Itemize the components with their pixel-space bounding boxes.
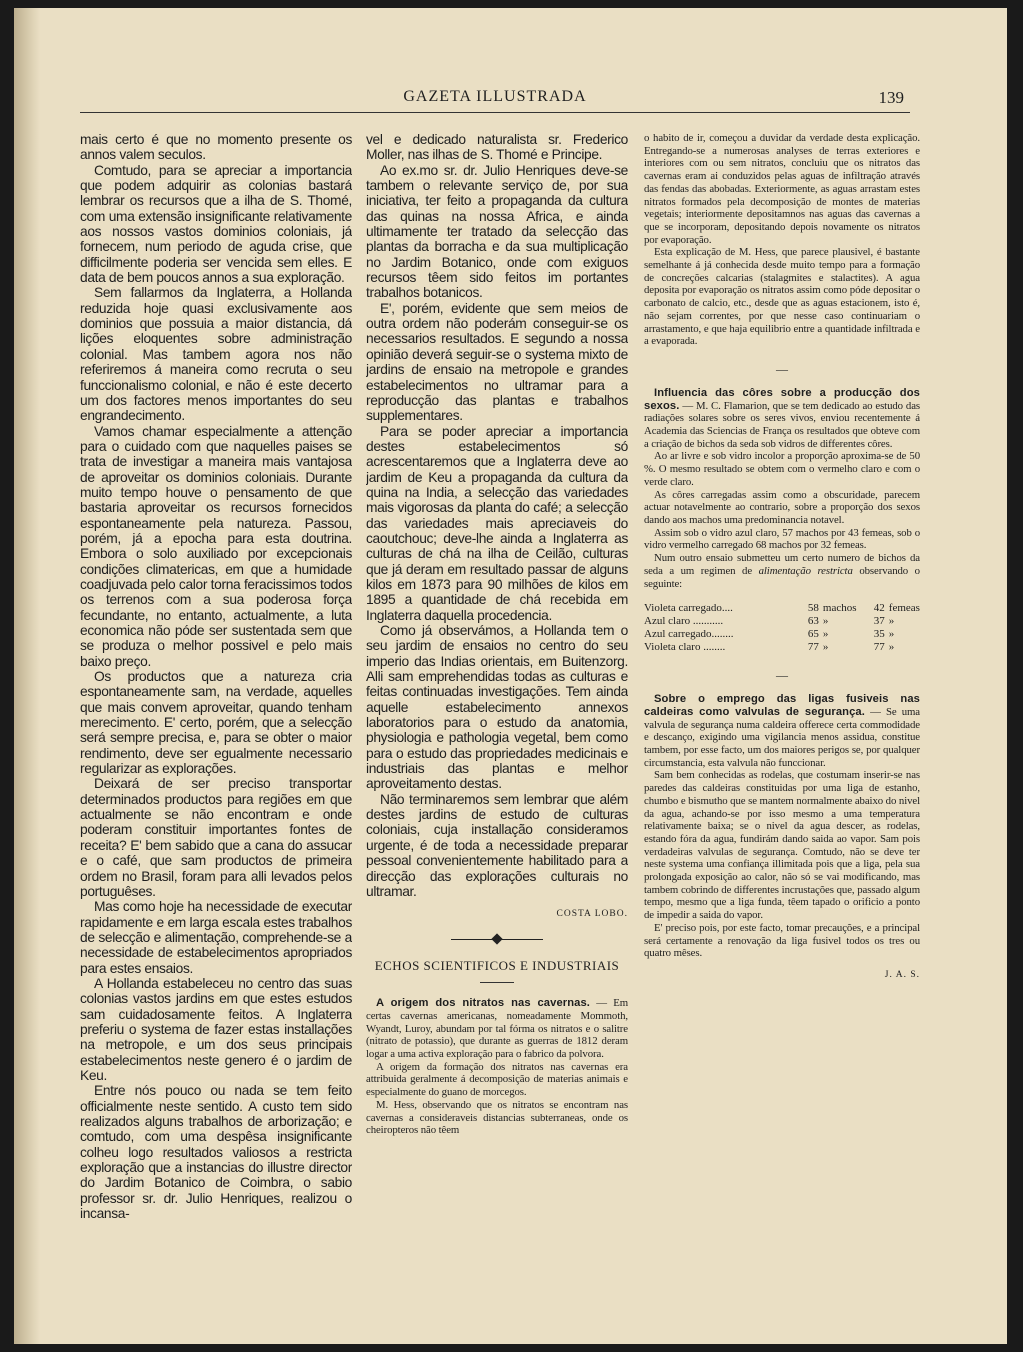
paragraph: Não terminaremos sem lembrar que além destes jardins de estudo de culturas coloniais, cuja installação consideramos urgente, é de toda a necessidade preparar pessoal convenientemente habilitado para a direcção das explorações culturais no ultramar. [366,791,628,899]
paragraph: Ao ex.mo sr. dr. Julio Henriques deve-se tambem o relevante serviço de, por sua iniciativa, ter feito a propaganda da cultura das quinas na nossa Africa, e ainda ultimamente ter tratado da selecção das plantas da borracha e da sua multiplicação no Jardim Botanico, onde com exiguos recursos têem sido feitos im portantes trabalhos botanicos. [366,162,628,301]
paragraph: vel e dedicado naturalista sr. Frederico Moller, nas ilhas de S. Thomé e Principe. [366,132,628,163]
paragraph: Sam bem conhecidas as rodelas, que costumam inserir-se nas paredes das caldeiras constituidas por uma liga de estanho, chumbo e bismutho que se mantem normalmente abaixo do nivel da agua, achando-se por isso mesmo a uma temperatura relativamente baixa; se o nivel da agua descer, as rodelas, estando fóra da agua, fundirám dando saida ao vapor. Sam pois verdadeiras valvulas de segurança. Comtudo, não se deve ter neste systema uma confiança illimitada pois que a liga, pela sua prolongada exposição ao calor, não só se vai modificando, mas tambem cobrindo de differentes incrustações que, passado algum tempo, mesmo que a liga funda, têem tapado o orificio a ponto de impedir a saida do vapor. [644,769,920,922]
page-binding-shadow [14,8,40,1344]
paragraph: Mas como hoje ha necessidade de executar rapidamente e em larga escala estes trabalhos de selecção e alimentação, comprehende-se a necessidade de estabelecimentos apropriados para estes ensaios. [80,899,352,976]
ornamental-divider [451,939,543,940]
paragraph: M. Hess, observando que os nitratos se encontram nas cavernas a consideraveis distancias subterraneas, onde os cheiropteros não têem [366,1098,628,1137]
paragraph: Comtudo, para se apreciar a importancia que podem adquirir as colonias bastará lembrar os recursos que a ilha de S. Thomé, com uma extensão insignificante relativamente aos nossos vastos dominios coloniais, já fornecem, num periodo de aguda crise, que difficilmente poderia ser vencida sem elles. E data de bem poucos annos a sua exploração. [80,162,352,286]
paragraph: Como já observámos, a Hollanda tem o seu jardim de ensaios no centro do seu imperio das Indias orientais, em Buitenzorg. Alli sam emprehendidas todas as culturas e feitas continuadas investigações. Tem ainda aquelle estabelecimento annexos laboratorios para o estudo da anatomia, physiologia e pathologia vegetal, bem como para o estudo das propriedades medicinais e industriais das plantas e melhor aproveitamento destas. [366,623,628,792]
heading-rule [480,982,514,983]
paragraph: Num outro ensaio submetteu um certo numero de bichos da seda a um regimen de alimentação restricta observando o seguinte: [644,552,920,590]
paragraph: A origem dos nitratos nas cavernas. — Em certas cavernas americanas, nomeadamente Mommoth, Wyandt, Luroy, abundam por tal fórma os nitratos e o salitre (nitrato de potassio), que durante as guerras de 1812 deram logar a uma activa exploração para o fabrico da polvora. [366,997,628,1060]
table-row: Azul claro ........... 63 » 37 » [644,615,895,628]
article-column-1 [80,132,352,1252]
table-row: Azul carregado........ 65 » 35 » [644,628,895,641]
section-separator: — [776,668,788,683]
paragraph: Assim sob o vidro azul claro, 57 machos por 43 femeas, sob o vidro vermelho carregado 68 machos por 32 femeas. [644,526,920,552]
paragraph: o habito de ir, começou a duvidar da verdade desta explicação. Entregando-se a numerosas analyses de terras exteriores e interiores com ou sem nitratos, concluiu que os nitratos das cavernas eram ai conduzidos pelas aguas de infiltração através das fendas das abobadas. Exteriormente, as aguas arrastam estes nitratos formados pela decomposição de montes de materias vegetais; interiormente depositamnos nas aguas das cavernas a que se incorporam, depositando depois novamente os nitratos por evaporação. [644,132,920,246]
paragraph: Ao ar livre e sob vidro incolor a proporção aproxima-se de 50 %. O mesmo resultado se obtem com o vermelho claro e com o verde claro. [644,450,920,488]
article-column-3 [644,132,920,1252]
paragraph: A Hollanda estabeleceu no centro das suas colonias vastos jardins em que estes estudos sam cuidadosamente feitos. A Inglaterra preferiu o systema de fazer estas installações na metropole, e um dos seus principais estabelecimentos neste genero é o jardim de Keu. [80,975,352,1083]
subsection-lead: A origem dos nitratos nas cavernas. [376,997,591,1010]
paragraph: Vamos chamar especialmente a attenção para o cuidado com que naquelles paises se trata de investigar a maneira mais vantajosa de aproveitar os dominios coloniais. Durante muito tempo houve o pensamento de que bastaria aproveitar os recursos fornecidos espontaneamente pela natureza. Passou, porém, já a epocha para esta doutrina. Embora o solo auxiliado por excepcionais condições climatericas, em que a humidade coadjuvada pelo calor torna feracissimos todos os terrenos com a sua poderosa força fecundante, no entanto, actualmente, a luta economica não póde ser sustentada sem que se produza o melhor possivel e pelo mais baixo preço. [80,423,352,669]
paragraph: Entre nós pouco ou nada se tem feito officialmente neste sentido. A custo tem sido realizados alguns trabalhos de arborização; e comtudo, com uma despêsa insignificante colheu logo resultados valiosos a restricta exploração que a instancias do illustre director do Jardim Botanico de Coimbra, o sabio professor sr. dr. Julio Henriques, realizou o incansa- [80,1083,352,1222]
table-row: Violeta carregado.... 58 machos 42 femeas [644,602,920,615]
table-row: Violeta claro ........ 77 » 77 » [644,641,895,654]
subsection-lead: Sobre o emprego das ligas fusiveis nas caldeiras como valvulas de segurança. [644,693,920,718]
paragraph: As côres carregadas assim como a obscuridade, parecem actuar notavelmente ao contrario, sobre a proporção dos sexos dando aos machos uma predominancia notavel. [644,488,920,526]
page-number: 139 [878,88,904,107]
paragraph: Deixará de ser preciso transportar determinados productos para regiões em que actualmente se não encontram e onde poderam constituir importantes fontes de receita? E' bem sabido que a cana do assucar e o café, que sam productos de primeira ordem no Brasil, foram para alli levados pelos portuguêses. [80,776,352,899]
newspaper-page [14,8,1007,1344]
article-signature: COSTA LOBO. [556,909,628,920]
paragraph: Esta explicação de M. Hess, que parece plausivel, é bastante semelhante á já conhecida desde muito tempo para a formação de concreções calcarias (stalagmites e stalactites). A agua deposita por evaporação os nitratos assim como póde depositar o carbonato de calcio, etc., desde que as aguas estacionem, isto é, não sejam correntes, por que nesse caso continuariam o arrastamento, e que haja equilibrio entre a quantidade infiltrada e a evaporada. [644,246,920,348]
running-head [80,84,910,113]
diamond-ornament [491,934,502,945]
paragraph: Para se poder apreciar a importancia destes estabelecimentos só acrescentaremos que a Inglaterra deve ao jardim de Keu a propaganda da cultura da quina na India, a selecção das variedades mais vigorosas da planta do café; a selecção das variedades mais apreciaveis do caoutchouc; deve-lhe ainda a Inglaterra as culturas de chá na ilha de Ceilão, culturas que já deram em resultado passar de alguns kilos em 1873 para 90 milhões de kilos em 1895 a quantidade de chá recebida em Inglaterra daquella procedencia. [366,423,628,623]
section-heading: ECHOS SCIENTIFICOS E INDUSTRIAIS [374,958,620,974]
paragraph: Sobre o emprego das ligas fusiveis nas caldeiras como valvulas de segurança. — Se uma valvula de segurança numa caldeira offerece certa commodidade e descanço, exigindo uma vigilancia menos assidua, constitue tambem, por esse facto, um dos maiores perigos se, por qualquer circumstancia, esta valvula não funccionar. [644,693,920,769]
article-column-2 [366,132,628,1252]
paragraph: Influencia das côres sobre a producção dos sexos. — M. C. Flamarion, que se tem dedicado ao estudo das radiações solares sobre os seres vivos, enviou recentemente á Academia das Sciencias de França os resultados que obteve com a criação de bichos da seda sob vidros de differentes côres. [644,386,920,450]
paragraph: A origem da formação dos nitratos nas cavernas era attribuida geralmente á decomposição de materias animais e especialmente do guano de morcegos. [366,1060,628,1099]
subsection-lead: Influencia das côres sobre a producção dos sexos. [644,386,920,412]
sex-ratio-table [644,602,920,654]
section-separator: — [776,361,788,376]
paragraph: Os productos que a natureza cria espontaneamente sam, na verdade, aquelles que mais convem aproveitar, quando tenham merecimento. E' certo, porém, que a selecção será sempre precisa, e, para se obter o maior rendimento, deve ser egualmente necessario regularizar as explorações. [80,669,352,777]
paragraph: E', porém, evidente que sem meios de outra ordem não poderám conseguir-se os necessarios resultados. E segundo a nossa opinião deverá seguir-se o systema mixto de jardins de ensaio na metropole e grandes estabelecimentos no ultramar para a reproducção das plantas e trabalhos supplementares. [366,300,628,424]
paragraph: Sem fallarmos da Inglaterra, a Hollanda reduzida hoje quasi exclusivamente aos dominios que possuia a maior distancia, dá lições eloquentes sobre administração colonial. Mas tambem agora nos não referiremos á maneira como recruta o seu funccionalismo colonial, e não é este decerto um dos factores menos importantes do seu engrandecimento. [80,285,352,424]
paragraph: E' preciso pois, por este facto, tomar precauções, e a principal será certamente a renovação da liga fusivel todos os tres ou quatro mêses. [644,921,920,960]
publication-title: GAZETA ILLUSTRADA [403,88,587,105]
paragraph: mais certo é que no momento presente os annos valem seculos. [80,132,352,163]
article-signature: J. A. S. [884,969,920,980]
